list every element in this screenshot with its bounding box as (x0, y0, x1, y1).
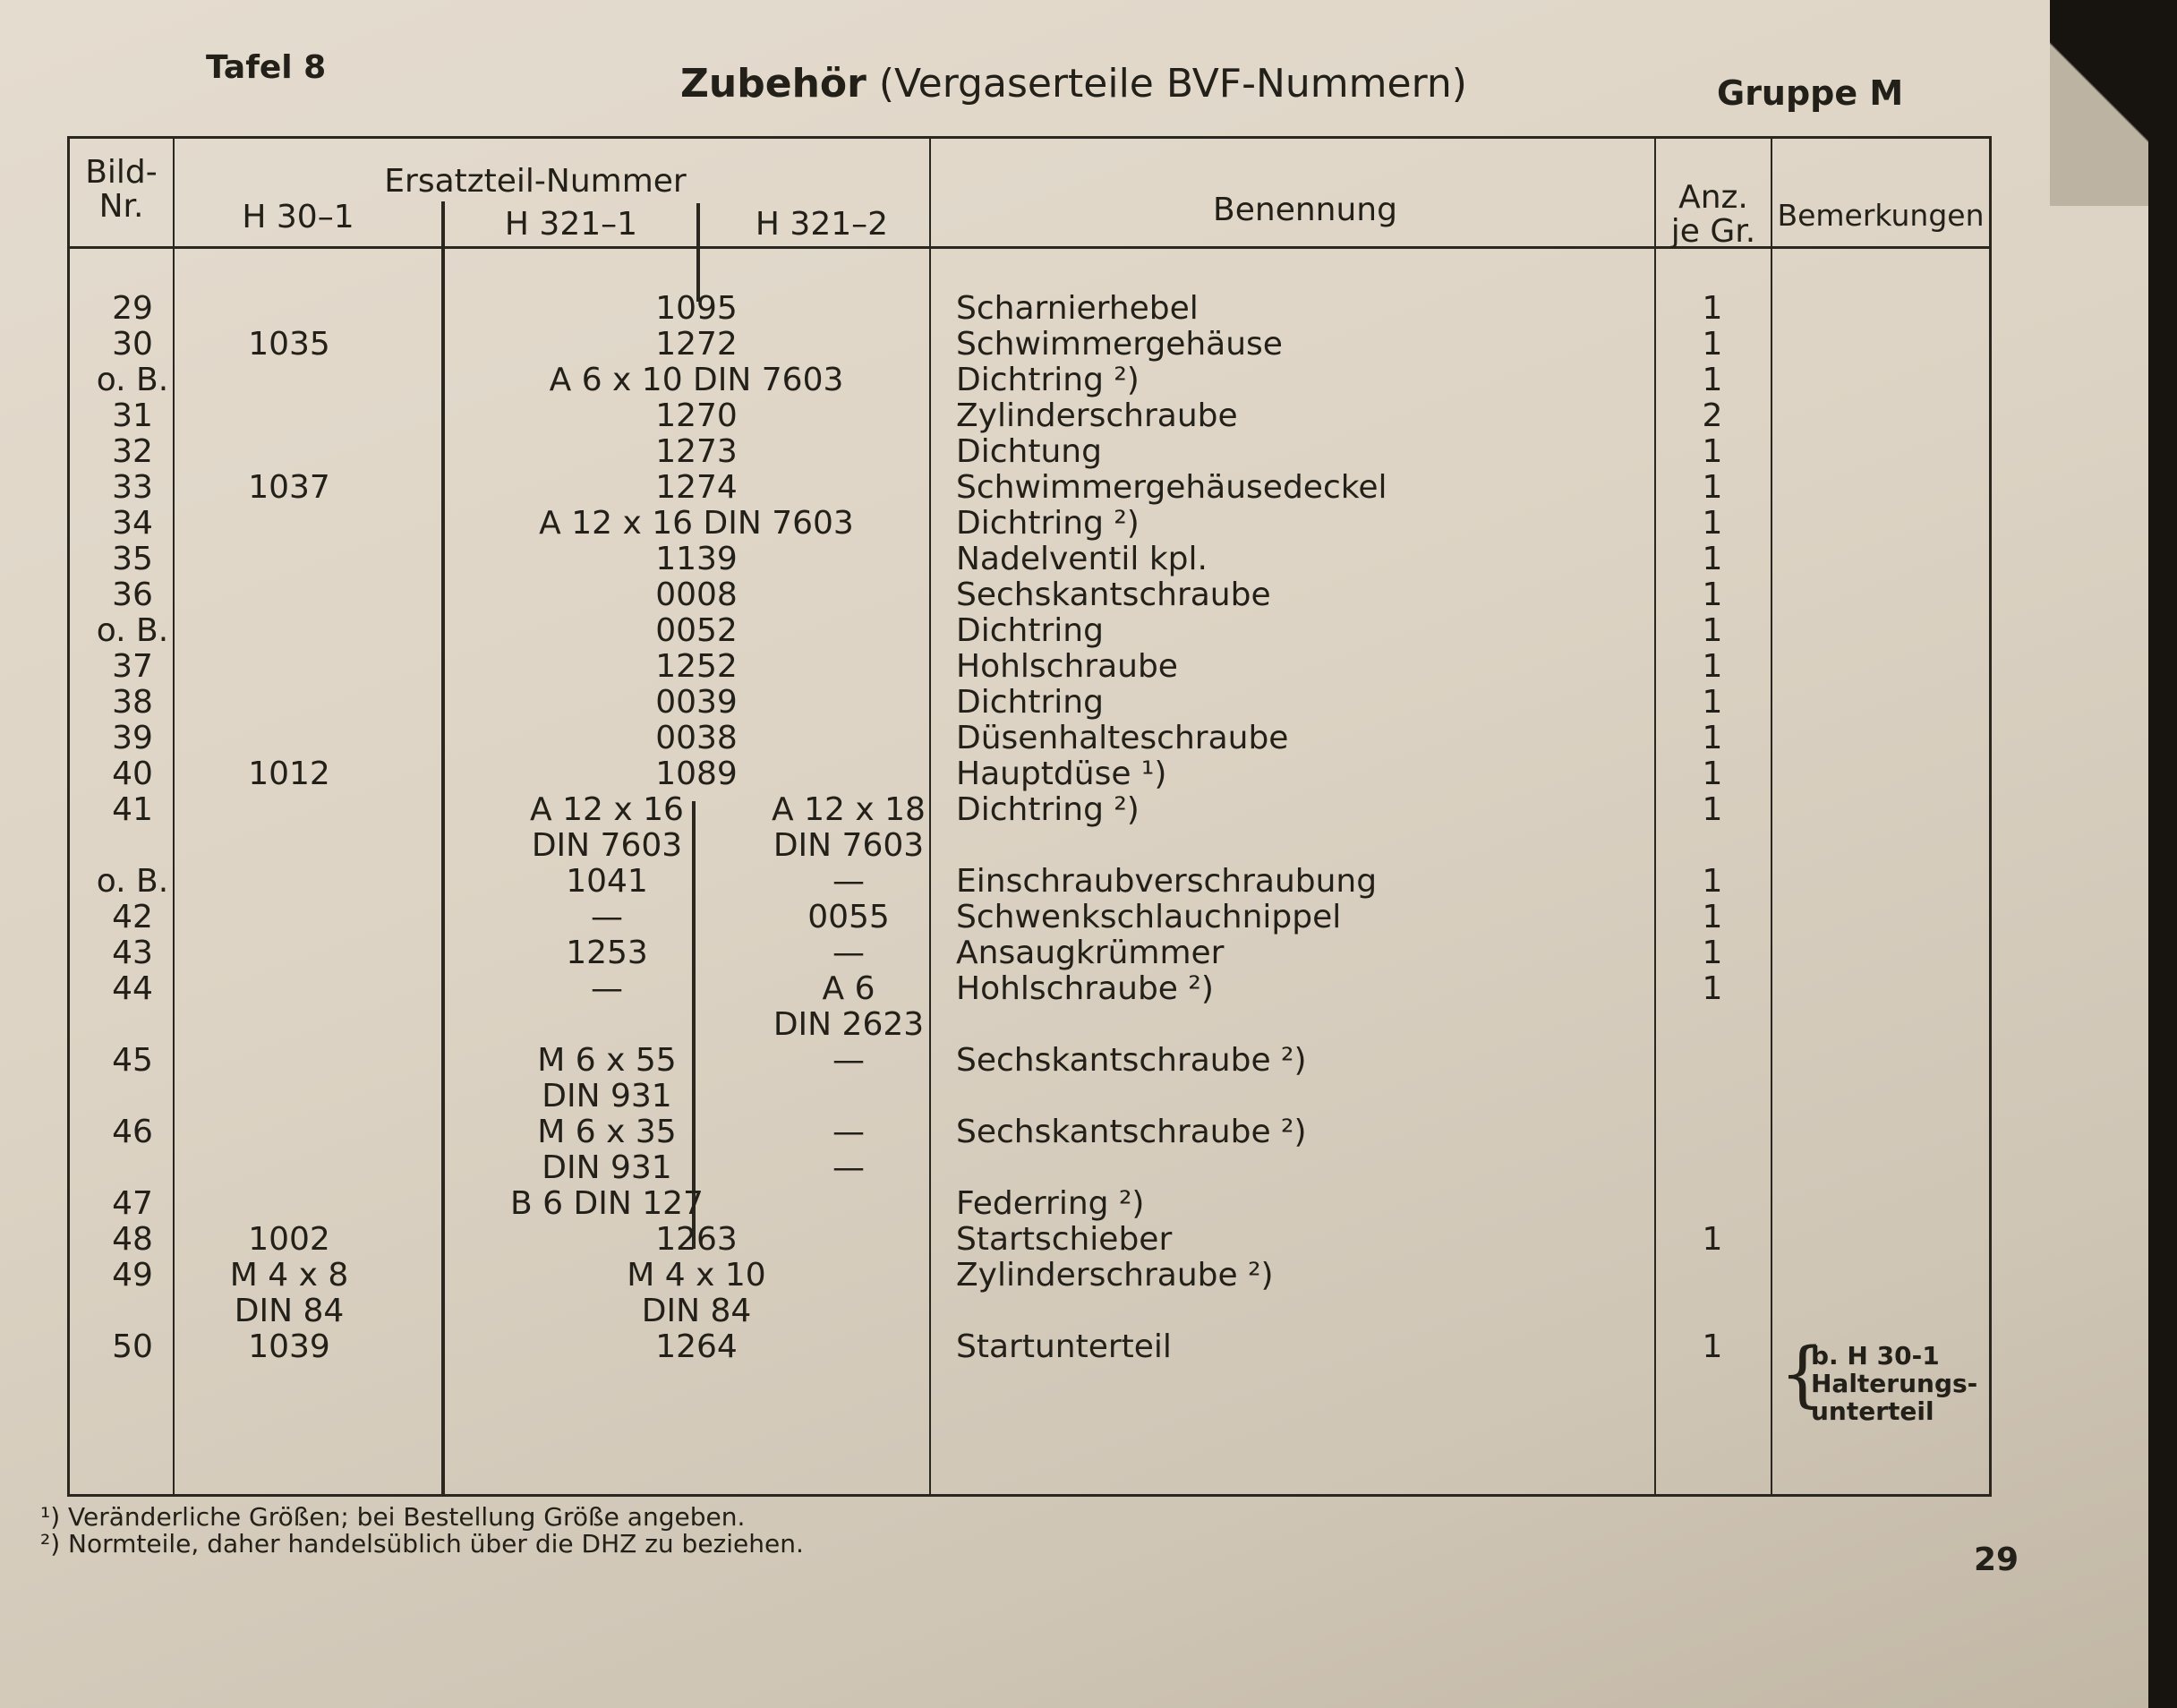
remark-brace: { (1780, 1332, 1825, 1415)
cell-benennung: Dichtring ²) (956, 791, 1140, 828)
cell-h321-1: 1041 (566, 863, 648, 900)
cell-bild: 37 (112, 648, 153, 685)
cell-bild: 45 (112, 1042, 153, 1079)
cell-bild: 35 (112, 541, 153, 577)
cell-bild: 40 (112, 756, 153, 792)
cell-bild: 47 (112, 1185, 153, 1222)
cell-benennung: Ansaugkrümmer (956, 935, 1225, 971)
cell-bild: o. B. (96, 612, 169, 649)
remark-line-2: Halterungs- (1811, 1369, 1978, 1398)
cell-bild: 48 (112, 1221, 153, 1258)
cell-h321: 1273 (655, 433, 738, 470)
cell-benennung: Sechskantschraube ²) (956, 1042, 1307, 1079)
cell-bild: 41 (112, 791, 153, 828)
cell-h321-1: DIN 931 (542, 1149, 672, 1186)
cell-bild: 29 (112, 290, 153, 327)
cell-h321: 1270 (655, 397, 738, 434)
cell-anzahl: 1 (1702, 326, 1723, 363)
cell-anzahl: 1 (1702, 505, 1723, 542)
cell-h321-2: DIN 7603 (773, 827, 925, 864)
cell-benennung: Sechskantschraube ²) (956, 1114, 1307, 1150)
cell-h321-2: — (832, 863, 865, 900)
cell-bild: 32 (112, 433, 153, 470)
cell-h321-2: 0055 (807, 899, 890, 935)
cell-bild: 38 (112, 684, 153, 721)
cell-benennung: Hauptdüse ¹) (956, 756, 1167, 792)
cell-benennung: Zylinderschraube ²) (956, 1257, 1274, 1294)
cell-h321-1: — (591, 970, 623, 1007)
cell-h321: 1089 (655, 756, 738, 792)
title-bold: Zubehör (680, 61, 867, 107)
col-header-h321-2: H 321–2 (755, 206, 889, 243)
cell-bild: 44 (112, 970, 153, 1007)
cell-h321-2: A 12 x 18 (772, 791, 926, 828)
cell-h321: 1264 (655, 1328, 738, 1365)
col-header-h321-1: H 321–1 (504, 206, 638, 243)
col-header-bild: Bild- (85, 154, 158, 191)
cell-h321: 1095 (655, 290, 738, 327)
group-label: Gruppe M (1717, 73, 1904, 113)
col-divider-h30 (441, 201, 445, 1494)
cell-h321-1: 1253 (566, 935, 648, 971)
cell-benennung: Zylinderschraube (956, 397, 1238, 434)
cell-bild: 39 (112, 720, 153, 756)
cell-h30: 1012 (248, 756, 330, 792)
cell-h321-2: — (832, 935, 865, 971)
cell-benennung: Dichtring ²) (956, 362, 1140, 398)
cell-anzahl: 1 (1702, 290, 1723, 327)
cell-anzahl: 1 (1702, 469, 1723, 506)
cell-h30: 1037 (248, 469, 330, 506)
cell-bild: 36 (112, 576, 153, 613)
cell-anzahl: 1 (1702, 612, 1723, 649)
cell-benennung: Schwenkschlauchnippel (956, 899, 1342, 935)
cell-h321-2: — (832, 1114, 865, 1150)
cell-anzahl: 1 (1702, 863, 1723, 900)
cell-anzahl: 1 (1702, 433, 1723, 470)
cell-anzahl: 1 (1702, 791, 1723, 828)
remark-line-1: b. H 30-1 (1811, 1341, 1940, 1371)
cell-h30: 1035 (248, 326, 330, 363)
cell-h321: M 4 x 10 (627, 1257, 766, 1294)
parts-table (67, 136, 1992, 1497)
cell-h321-1: — (591, 899, 623, 935)
cell-bild: 34 (112, 505, 153, 542)
cell-h30: DIN 84 (234, 1293, 345, 1329)
footnote-2: ²) Normteile, daher handelsüblich über die DHZ zu beziehen. (40, 1529, 804, 1559)
col-header-je-gr: je Gr. (1670, 213, 1756, 250)
cell-bild: 50 (112, 1328, 153, 1365)
col-header-ersatzteil: Ersatzteil-Nummer (384, 163, 687, 200)
cell-bild: 43 (112, 935, 153, 971)
cell-benennung: Hohlschraube ²) (956, 970, 1214, 1007)
title-subtitle: (Vergaserteile BVF-Nummern) (866, 61, 1467, 107)
cell-h321: 0052 (655, 612, 738, 649)
cell-bild: 33 (112, 469, 153, 506)
cell-h30: M 4 x 8 (229, 1257, 349, 1294)
col-divider-bemerkungen (1771, 139, 1772, 1494)
remark-line-3: unterteil (1811, 1396, 1934, 1426)
cell-benennung: Dichtring (956, 612, 1104, 649)
cell-h30: 1039 (248, 1328, 330, 1365)
cell-benennung: Sechskantschraube (956, 576, 1271, 613)
page-corner (2050, 0, 2148, 206)
footnote-1: ¹) Veränderliche Größen; bei Bestellung Größe angeben. (40, 1502, 746, 1532)
cell-benennung: Düsenhalteschraube (956, 720, 1289, 756)
cell-anzahl: 1 (1702, 684, 1723, 721)
page-title (680, 61, 1467, 107)
cell-benennung: Startschieber (956, 1221, 1173, 1258)
cell-h321: 0008 (655, 576, 738, 613)
cell-h321-2: — (832, 1042, 865, 1079)
cell-benennung: Federring ²) (956, 1185, 1145, 1222)
cell-h321-1: B 6 DIN 127 (510, 1185, 704, 1222)
cell-h321-1: A 12 x 16 (530, 791, 684, 828)
col-header-benennung: Benennung (1213, 192, 1397, 228)
cell-h321-2: DIN 2623 (773, 1006, 925, 1043)
cell-h321-2: — (832, 1149, 865, 1186)
cell-bild: 42 (112, 899, 153, 935)
col-header-bemerkungen: Bemerkungen (1777, 198, 1985, 233)
cell-benennung: Einschraubverschraubung (956, 863, 1378, 900)
cell-h321: 0038 (655, 720, 738, 756)
cell-anzahl: 2 (1702, 397, 1723, 434)
cell-bild: 49 (112, 1257, 153, 1294)
cell-h321-1: M 6 x 55 (537, 1042, 677, 1079)
cell-anzahl: 1 (1702, 362, 1723, 398)
cell-benennung: Nadelventil kpl. (956, 541, 1208, 577)
cell-anzahl: 1 (1702, 576, 1723, 613)
cell-bild: o. B. (96, 362, 169, 398)
cell-h321: 0039 (655, 684, 738, 721)
cell-h321-1: DIN 931 (542, 1078, 672, 1114)
page-number: 29 (1974, 1541, 2019, 1578)
cell-h321-2: A 6 (822, 970, 875, 1007)
cell-h321: A 12 x 16 DIN 7603 (539, 505, 854, 542)
cell-benennung: Schwimmergehäuse (956, 326, 1283, 363)
cell-h321-1: M 6 x 35 (537, 1114, 677, 1150)
cell-benennung: Schwimmergehäusedeckel (956, 469, 1387, 506)
cell-anzahl: 1 (1702, 648, 1723, 685)
cell-bild: 30 (112, 326, 153, 363)
cell-h321: A 6 x 10 DIN 7603 (549, 362, 844, 398)
cell-anzahl: 1 (1702, 1221, 1723, 1258)
cell-anzahl: 1 (1702, 899, 1723, 935)
cell-bild: 46 (112, 1114, 153, 1150)
cell-benennung: Scharnierhebel (956, 290, 1199, 327)
cell-bild: 31 (112, 397, 153, 434)
cell-benennung: Hohlschraube (956, 648, 1178, 685)
cell-h321: 1139 (655, 541, 738, 577)
cell-benennung: Startunterteil (956, 1328, 1172, 1365)
cell-h321: 1252 (655, 648, 738, 685)
cell-anzahl: 1 (1702, 1328, 1723, 1365)
col-divider-h321-header (696, 203, 700, 302)
cell-benennung: Dichtring (956, 684, 1104, 721)
cell-anzahl: 1 (1702, 720, 1723, 756)
cell-benennung: Dichtung (956, 433, 1102, 470)
cell-anzahl: 1 (1702, 756, 1723, 792)
col-header-h30: H 30–1 (242, 199, 354, 235)
cell-h321: 1263 (655, 1221, 738, 1258)
cell-benennung: Dichtring ²) (956, 505, 1140, 542)
cell-anzahl: 1 (1702, 935, 1723, 971)
cell-anzahl: 1 (1702, 970, 1723, 1007)
cell-anzahl: 1 (1702, 541, 1723, 577)
cell-h321-1: DIN 7603 (531, 827, 683, 864)
cell-h30: 1002 (248, 1221, 330, 1258)
tafel-label: Tafel 8 (206, 49, 327, 86)
cell-bild: o. B. (96, 863, 169, 900)
cell-h321: 1272 (655, 326, 738, 363)
cell-h321: DIN 84 (641, 1293, 752, 1329)
col-header-nr: Nr. (98, 188, 144, 225)
col-header-anz: Anz. (1678, 179, 1748, 216)
cell-h321: 1274 (655, 469, 738, 506)
